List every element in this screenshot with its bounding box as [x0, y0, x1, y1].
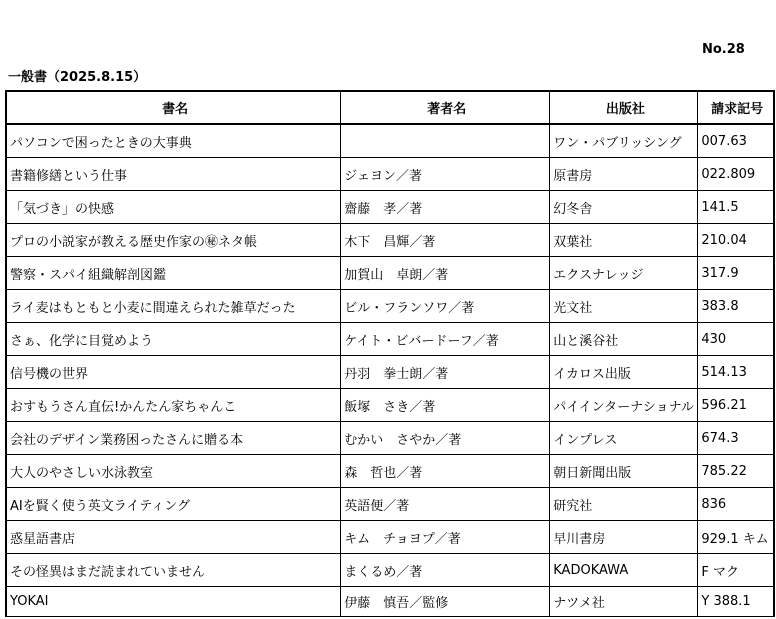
call-number-cell: 317.9: [698, 257, 774, 290]
table-row: [6, 422, 774, 455]
publisher-cell: パイインターナショナル: [550, 389, 698, 422]
book-title-cell: おすもうさん直伝!かんたん家ちゃんこ: [6, 389, 341, 422]
author-cell: 丹羽 拳士朗／著: [341, 356, 550, 389]
book-title-cell: 惑星語書店: [6, 521, 341, 554]
author-cell: 飯塚 さき／著: [341, 389, 550, 422]
publisher-cell: 山と溪谷社: [550, 323, 698, 356]
publisher-cell: 研究社: [550, 488, 698, 521]
call-number-cell: F マク: [698, 554, 774, 587]
publisher-cell: 双葉社: [550, 224, 698, 257]
call-number-cell: 141.5: [698, 191, 774, 224]
author-cell: 齋藤 孝／著: [341, 191, 550, 224]
book-title-cell: YOKAI: [6, 587, 341, 617]
author-cell: ジェヨン／著: [341, 158, 550, 191]
table-row: [6, 389, 774, 422]
table-row: [6, 356, 774, 389]
column-header-title: 書名: [6, 91, 341, 124]
call-number-cell: Y 388.1: [698, 587, 774, 617]
column-header-publisher: 出版社: [550, 91, 698, 124]
table-row: [6, 290, 774, 323]
publisher-cell: インプレス: [550, 422, 698, 455]
author-cell: キム チョヨプ／著: [341, 521, 550, 554]
author-cell: ビル・フランソワ／著: [341, 290, 550, 323]
table-row: [6, 488, 774, 521]
book-title-cell: 書籍修繕という仕事: [6, 158, 341, 191]
book-title-cell: 信号機の世界: [6, 356, 341, 389]
book-title-cell: パソコンで困ったときの大事典: [6, 124, 341, 158]
call-number-cell: 210.04: [698, 224, 774, 257]
call-number-cell: 836: [698, 488, 774, 521]
book-title-cell: その怪異はまだ読まれていません: [6, 554, 341, 587]
author-cell: むかい さやか／著: [341, 422, 550, 455]
book-title-cell: AIを賢く使う英文ライティング: [6, 488, 341, 521]
book-title-cell: 会社のデザイン業務困ったさんに贈る本: [6, 422, 341, 455]
author-cell: 木下 昌輝／著: [341, 224, 550, 257]
author-cell: 森 哲也／著: [341, 455, 550, 488]
table-header-row: [6, 91, 774, 124]
call-number-cell: 430: [698, 323, 774, 356]
table-row: [6, 323, 774, 356]
category-heading: 一般書（2025.8.15）: [8, 70, 147, 85]
table-row: [6, 554, 774, 587]
book-list-table: [5, 90, 775, 617]
call-number-cell: 785.22: [698, 455, 774, 488]
table-row: [6, 191, 774, 224]
table-row: [6, 587, 774, 617]
table-row: [6, 124, 774, 158]
publisher-cell: 光文社: [550, 290, 698, 323]
book-title-cell: プロの小説家が教える歴史作家の㊙ネタ帳: [6, 224, 341, 257]
table-row: [6, 521, 774, 554]
book-title-cell: 「気づき」の快感: [6, 191, 341, 224]
table-row: [6, 455, 774, 488]
call-number-cell: 383.8: [698, 290, 774, 323]
author-cell: 英語便／著: [341, 488, 550, 521]
author-cell: 加賀山 卓朗／著: [341, 257, 550, 290]
column-header-author: 著者名: [341, 91, 550, 124]
publisher-cell: 早川書房: [550, 521, 698, 554]
publisher-cell: 幻冬舎: [550, 191, 698, 224]
call-number-cell: 022.809: [698, 158, 774, 191]
column-header-call-number: 請求記号: [698, 91, 774, 124]
publisher-cell: イカロス出版: [550, 356, 698, 389]
book-title-cell: 警察・スパイ組織解剖図鑑: [6, 257, 341, 290]
call-number-cell: 007.63: [698, 124, 774, 158]
publisher-cell: エクスナレッジ: [550, 257, 698, 290]
table-row: [6, 257, 774, 290]
publisher-cell: 朝日新聞出版: [550, 455, 698, 488]
call-number-cell: 929.1 キム: [698, 521, 774, 554]
book-title-cell: さぁ、化学に目覚めよう: [6, 323, 341, 356]
author-cell: まくるめ／著: [341, 554, 550, 587]
author-cell: ケイト・ビバードーフ／著: [341, 323, 550, 356]
publisher-cell: ナツメ社: [550, 587, 698, 617]
table-row: [6, 158, 774, 191]
document-number: No.28: [702, 42, 745, 57]
call-number-cell: 514.13: [698, 356, 774, 389]
publisher-cell: ワン・パブリッシング: [550, 124, 698, 158]
author-cell: 伊藤 慎吾／監修: [341, 587, 550, 617]
publisher-cell: 原書房: [550, 158, 698, 191]
publisher-cell: KADOKAWA: [550, 554, 698, 587]
book-title-cell: 大人のやさしい水泳教室: [6, 455, 341, 488]
table-row: [6, 224, 774, 257]
table-body: [6, 124, 774, 617]
call-number-cell: 596.21: [698, 389, 774, 422]
book-title-cell: ライ麦はもともと小麦に間違えられた雑草だった: [6, 290, 341, 323]
call-number-cell: 674.3: [698, 422, 774, 455]
author-cell: [341, 124, 550, 158]
